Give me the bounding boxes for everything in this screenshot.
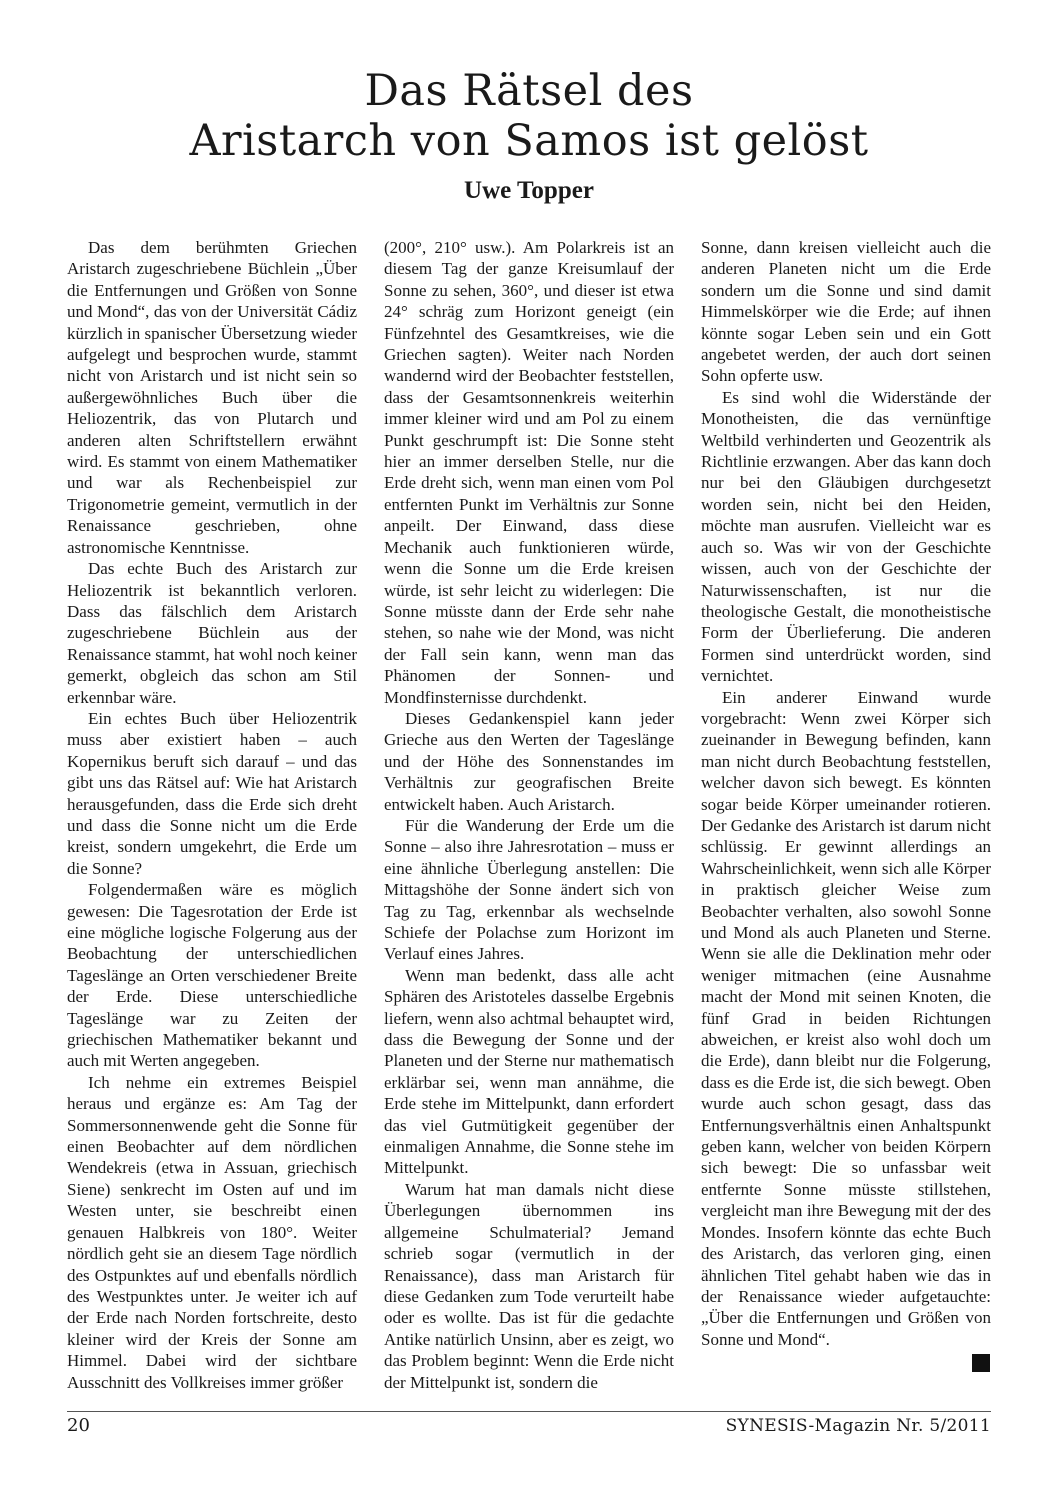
paragraph: Warum hat man damals nicht diese Überlegungen übernommen ins allgemeine Schulmaterial? Jemand schrieb sogar (vermutlich in der Renaissance), dass man Aristarch für diese Gedanken zum Tode verurteilt habe oder es wollte. Das ist für die gedachte Antike natürlich Unsinn, aber es zeigt, wo das Problem beginnt: Wenn die Erde nicht der Mittelpunkt ist, sondern die (384, 1179, 674, 1392)
paragraph: Für die Wanderung der Erde um die Sonne – also ihre Jahresrotation – muss er eine ähnliche Überlegung anstellen: Die Mittagshöhe der Sonne ändert sich von Tag zu Tag, erkennbar als wechselnde Schiefe der Polachse zum Horizont im Verlauf eines Jahres. (384, 815, 674, 964)
text-column-3 (701, 237, 991, 1350)
footer-divider (67, 1411, 991, 1412)
article-title (0, 66, 1058, 166)
paragraph: Das dem berühmten Griechen Aristarch zugeschriebene Büchlein „Über die Entfernungen und Größen von Sonne und Mond“, das von der Universität Cádiz kürzlich in spanischer Übersetzung wieder aufgelegt und besprochen wurde, stammt nicht von Aristarch und ist nicht sein so außergewöhnliches Buch über die Heliozentrik, das von Plutarch und anderen alten Schriftstellern erwähnt wird. Es stammt von einem Mathematiker und war als Rechenbeispiel zur Trigonometrie gemeint, vermutlich in der Renaissance geschrieben, ohne astronomische Kenntnisse. (67, 238, 357, 557)
page-number: 20 (67, 1415, 90, 1436)
paragraph: Das echte Buch des Aristarch zur Heliozentrik ist bekanntlich verloren. Dass das fälschlich dem Aristarch zugeschriebene Büchlein aus der Renaissance stammt, hat wohl noch keiner gemerkt, obgleich das schon am Stil erkennbar wäre. (67, 559, 357, 707)
paragraph: (200°, 210° usw.). Am Polarkreis ist an diesem Tag der ganze Kreisumlauf der Sonne zu sehen, 360°, und dieser ist etwa 24° schräg zum Horizont geneigt (ein Fünfzehntel des Gesamtkreises, wie die Griechen sagten). Weiter nach Norden wandernd wird der Beobachter feststellen, dass der Gesamtsonnenkreis weiterhin immer kleiner wird und am Pol zu einem Punkt geschrumpft ist: Die Sonne steht hier an immer derselben Stelle, nur die Erde dreht sich, wenn man einen vom Pol entfernten Punkt im Verhältnis zur Sonne anpeilt. Der Einwand, dass diese Mechanik auch funktionieren würde, wenn die Sonne um die Erde kreisen würde, ist sehr leicht zu widerlegen: Die Sonne müsste dann der Erde sehr nahe stehen, so nahe wie der Mond, was nicht der Fall sein kann, wenn man das Phänomen der Sonnen- und Mondfinsternisse durchdenkt. (384, 238, 674, 707)
paragraph: Es sind wohl die Widerstände der Monotheisten, die das vernünftige Weltbild verhinderten und Geozentrik als Richtlinie erzwangen. Aber das kann doch nur bei den Gläubigen durchgesetzt worden sein, nicht bei den Heiden, möchte man ausrufen. Vielleicht war es auch so. Was wir von der Geschichte wissen, auch von der Geschichte der Naturwissenschaften, ist nur die theologische Gestalt, die monotheistische Form der Überlieferung. Die anderen Formen sind unterdrückt worden, sind vernichtet. (701, 387, 991, 686)
paragraph: Ein anderer Einwand wurde vorgebracht: Wenn zwei Körper sich zueinander in Bewegung befinden, kann man nicht durch Beobachtung feststellen, welcher davon sich bewegt. Es könnten sogar beide Körper umeinander rotieren. Der Gedanke des Aristarch ist darum nicht schlüssig. Er gewinnt allerdings an Wahrscheinlichkeit, wenn sich alle Körper in praktisch gleicher Weise zum Beobachter verhalten, also sowohl Sonne und Mond als auch Planeten und Sterne. Wenn sie alle die Deklination mehr oder weniger mitmachen (eine Ausnahme macht der Mond mit seinen Knoten, die fünf Grad in beiden Richtungen abweichen, er kreist also wohl doch um die Erde), dann bleibt nur die Folgerung, dass es die Erde ist, die sich bewegt. Oben wurde auch schon gesagt, dass das Entfernungsverhältnis einen Anhaltspunkt geben kann, welcher von beiden Körpern sich bewegt: Die so unfassbar weit entfernte Sonne müsste stillstehen, vergleicht man ihre Bewegung mit der des Mondes. Insofern könnte das echte Buch des Aristarch, das verloren ging, einen ähnlichen Titel gehabt haben wie das in der Renaissance wieder aufgetauchte: „Über die Entfernungen und Größen von Sonne und Mond“. (701, 687, 991, 1349)
end-of-article-square-icon (972, 1354, 990, 1372)
title-line-1: Das Rätsel des (364, 66, 694, 116)
title-line-2: Aristarch von Samos ist gelöst (189, 116, 869, 166)
paragraph: Ein echtes Buch über Heliozentrik muss aber existiert haben – auch Kopernikus beruft sich darauf – und das gibt uns das Rätsel auf: Wie hat Aristarch herausgefunden, dass die Erde sich dreht und dass die Sonne nicht um die Erde kreist, sondern umgekehrt, die Erde um die Sonne? (67, 708, 357, 878)
paragraph: Folgendermaßen wäre es möglich gewesen: Die Tagesrotation der Erde ist eine mögliche logische Folgerung aus der Beobachtung der unterschiedlichen Tageslänge an Orten verschiedener Breite der Erde. Diese unterschiedliche Tageslänge war zu Zeiten der griechischen Mathematiker bekannt und auch mit Werten angegeben. (67, 880, 357, 1071)
paragraph: Sonne, dann kreisen vielleicht auch die anderen Planeten nicht um die Erde sondern um die Sonne und sind damit Himmelskörper wie die Erde; auf ihnen könnte sogar Leben sein und ein Gott angebetet werden, der auch dort seinen Sohn opferte usw. (701, 238, 991, 386)
paragraph: Wenn man bedenkt, dass alle acht Sphären des Aristoteles dasselbe Ergebnis liefern, wenn also achtmal behauptet wird, dass die Bewegung der Sonne und der Planeten und der Sterne nur mathematisch erklärbar sei, wenn man annähme, die Erde stehe im Mittelpunkt, dann erfordert das viel Gutmütigkeit gegenüber der einmaligen Annahme, die Sonne stehe im Mittelpunkt. (384, 965, 674, 1178)
magazine-issue: SYNESIS-Magazin Nr. 5/2011 (725, 1416, 991, 1436)
text-column-2 (384, 237, 674, 1393)
author-name: Uwe Topper (464, 177, 594, 204)
paragraph: Ich nehme ein extremes Beispiel heraus und ergänze es: Am Tag der Sommersonnenwende geht die Sonne für einen Beobachter auf dem nördlichen Wendekreis (etwa in Assuan, griechisch Siene) senkrecht im Osten auf und im Westen unter, sie beschreibt einen genauen Halbkreis von 180°. Weiter nördlich geht sie an diesem Tage nördlich des Ostpunktes auf und ebenfalls nördlich des Westpunktes unter. Je weiter ich auf der Erde nach Norden fortschreite, desto kleiner wird der Kreis der Sonne am Himmel. Dabei wird der sichtbare Ausschnitt des Vollkreises immer größer (67, 1072, 357, 1392)
text-column-1 (67, 237, 357, 1393)
paragraph: Dieses Gedankenspiel kann jeder Grieche aus den Werten der Tageslänge und der Höhe des Sonnenstandes im Verhältnis zur geografischen Breite entwickelt haben. Auch Aristarch. (384, 708, 674, 814)
